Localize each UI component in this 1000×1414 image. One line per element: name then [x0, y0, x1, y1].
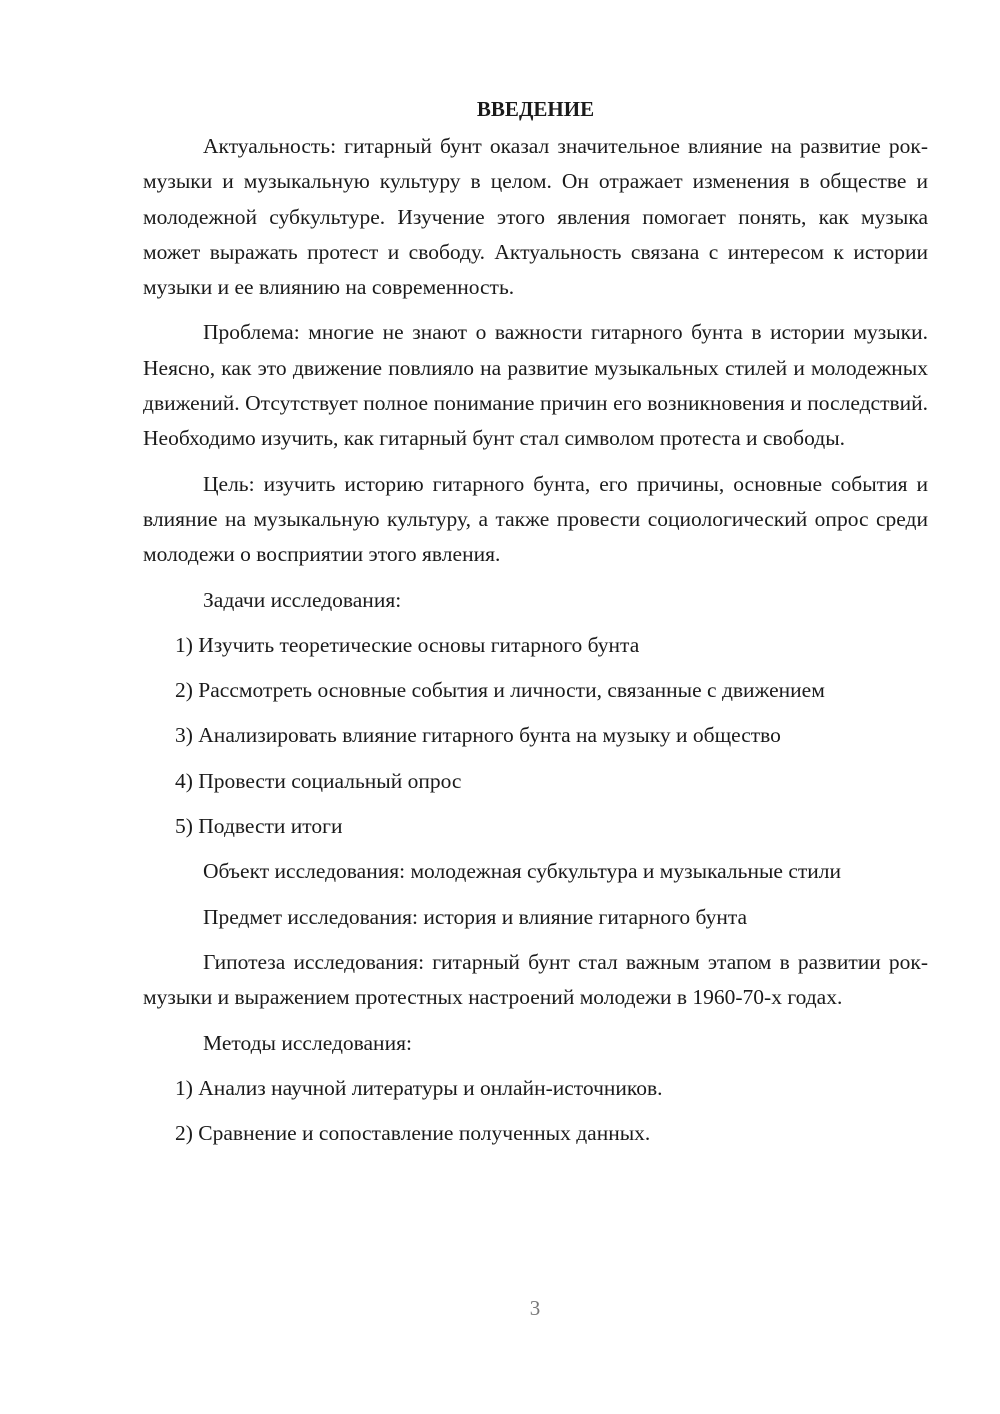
problem-paragraph: Проблема: многие не знают о важности гитарного бунта в истории музыки. Неясно, как это движение повлияло на развитие музыкальных стилей и молодежных движений. Отсутствует полное понимание причин его возникновения и последствий. Необходимо изучить, как гитарный бунт стал символом протеста и свободы.: [143, 320, 928, 451]
subject-paragraph: Предмет исследования: история и влияние гитарного бунта: [203, 904, 748, 929]
goal-paragraph: Цель: изучить историю гитарного бунта, его причины, основные события и влияние на музыкальную культуру, а также провести социологический опрос среди молодежи о восприятии этого явления.: [143, 471, 928, 567]
tasks-list: [143, 628, 928, 844]
method-item: 2) Сравнение и сопоставление полученных данных.: [175, 1121, 651, 1146]
hypothesis-paragraph: Гипотеза исследования: гитарный бунт стал важным этапом в развитии рок-музыки и выражением протестных настроений молодежи в 1960-70-х годах.: [143, 949, 928, 1010]
task-item: 5) Подвести итоги: [175, 814, 343, 839]
tasks-heading: Задачи исследования:: [203, 587, 402, 612]
section-title: ВВЕДЕНИЕ: [476, 97, 595, 121]
relevance-paragraph: Актуальность: гитарный бунт оказал значительное влияние на развитие рок-музыки и музыкальную культуру в целом. Он отражает изменения в обществе и молодежной субкультуре. Изучение этого явления помогает понять, как музыка может выражать протест и свободу. Актуальность связана с интересом к истории музыки и ее влиянию на современность.: [143, 134, 928, 300]
method-item: 1) Анализ научной литературы и онлайн-источников.: [175, 1075, 663, 1100]
methods-heading: Методы исследования:: [203, 1030, 412, 1055]
document-page: [143, 92, 928, 1161]
methods-list: [143, 1071, 928, 1152]
task-item: 4) Провести социальный опрос: [175, 768, 462, 793]
page-number: 3: [529, 1296, 541, 1320]
task-item: 3) Анализировать влияние гитарного бунта на музыку и общество: [175, 723, 781, 748]
task-item: 2) Рассмотреть основные события и личности, связанные с движением: [175, 678, 825, 703]
task-item: 1) Изучить теоретические основы гитарного бунта: [175, 632, 640, 657]
object-paragraph: Объект исследования: молодежная субкультура и музыкальные стили: [203, 859, 841, 884]
